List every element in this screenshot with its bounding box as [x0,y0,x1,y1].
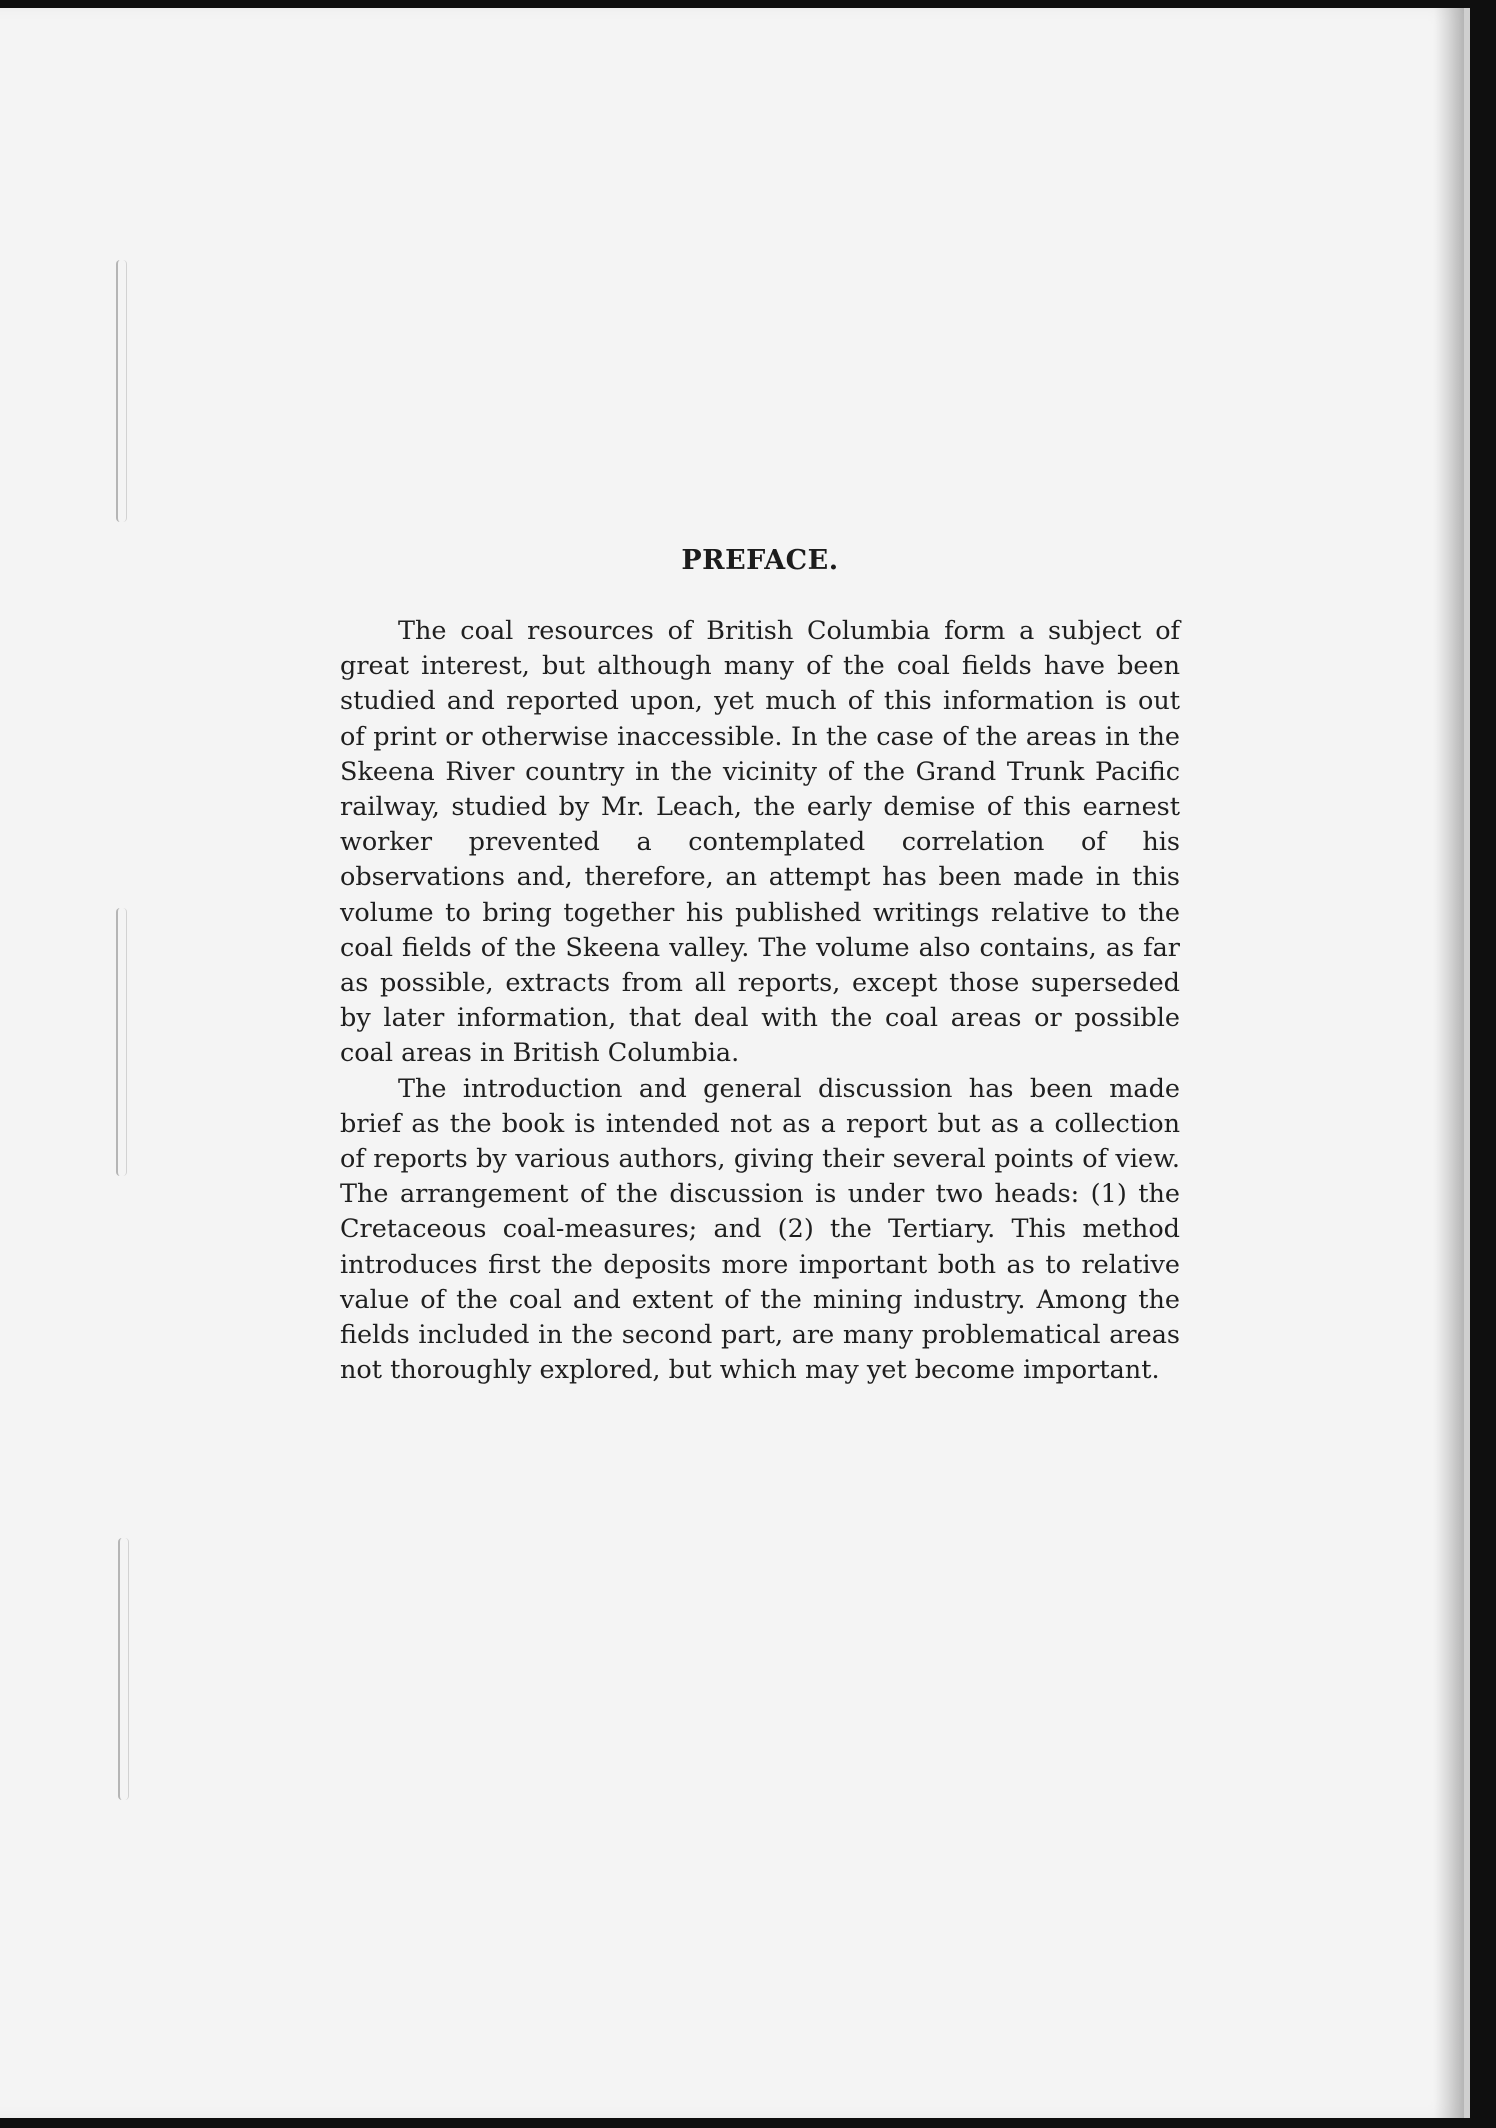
document-body [340,614,1180,1388]
paragraph: The introduction and general discussion has been made brief as the book is intended not as a report but as a collection of reports by various authors, giving their several points of view. The arrangement of the discussion is under two heads: (1) the Cretaceous coal-measures; and (2) the Tertiary. This method introduces first the deposits more important both as to relative value of the coal and extent of the mining industry. Among the fields included in the second part, are many problematical areas not thoroughly explored, but which may yet become important. [340,1073,1180,1386]
document-page [0,8,1470,2118]
paragraph: The coal resources of British Columbia form a subject of great interest, but although many of the coal fields have been studied and reported upon, yet much of this information is out of print or otherwise inaccessible. In the case of the areas in the Skeena River country in the vicinity of the Grand Trunk Pacific railway, studied by Mr. Leach, the early demise of this earnest worker prevented a contemplated correlation of his observations and, therefore, an attempt has been made in this volume to bring together his published writings relative to the coal fields of the Skeena valley. The volume also contains, as far as possible, extracts from all reports, except those superseded by later information, that deal with the coal areas or possible coal areas in British Columbia. [340,616,1180,1069]
binding-stitch-mark [116,260,127,522]
page-title: PREFACE. [681,545,839,576]
binding-stitch-mark [118,1538,129,1800]
page-edge-shadow [1434,8,1464,2118]
binding-stitch-mark [116,908,127,1176]
